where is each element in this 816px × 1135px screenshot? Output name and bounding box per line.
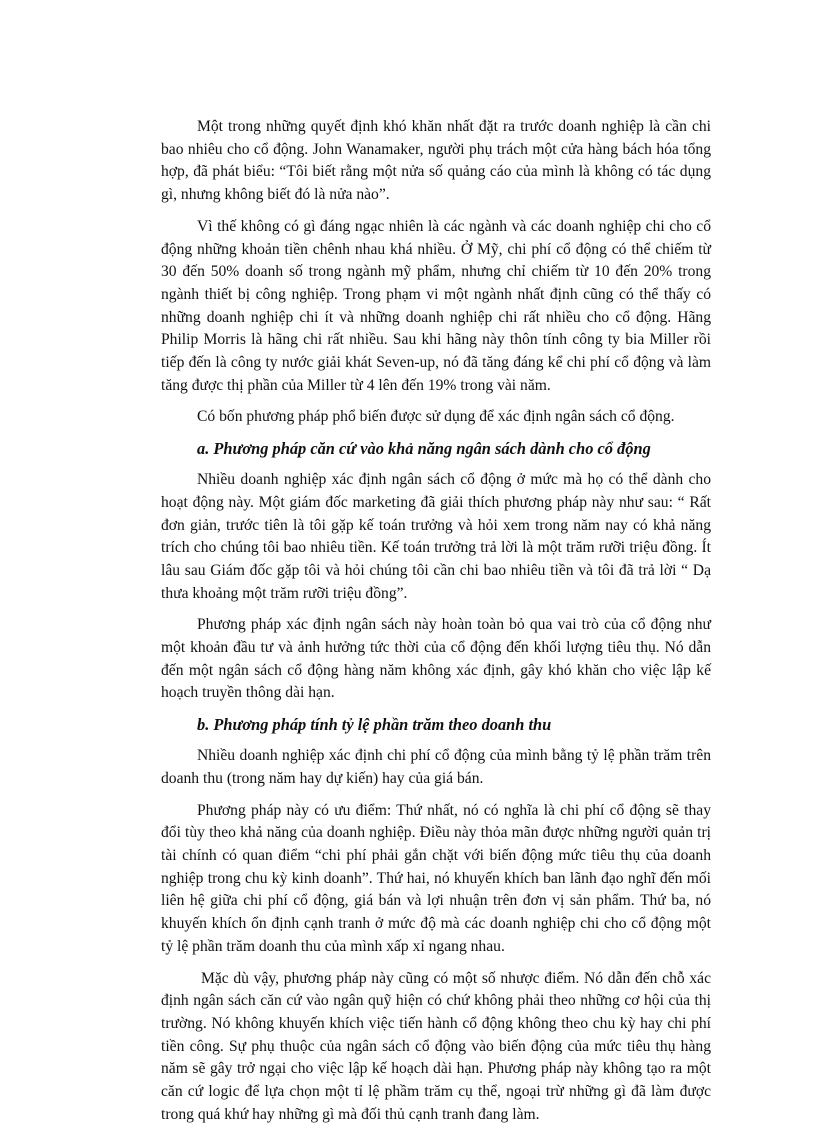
section-b-paragraph-1: Nhiều doanh nghiệp xác định chi phí cổ động của mình bằng tỷ lệ phần trăm trên doanh thu (trong năm hay dự kiến) hay của giá bán. [161,747,711,787]
section-a-paragraph-2: Phương pháp xác định ngân sách này hoàn toàn bỏ qua vai trò của cổ động như một khoản đầu tư và ảnh hưởng tức thời của cổ động đến khối lượng tiêu thụ. Nó dẫn đến một ngân sách cổ động hàng năm không xác định, gây khó khăn cho việc lập kế hoạch truyền thông dài hạn. [161,616,711,702]
section-a-paragraph-1: Nhiều doanh nghiệp xác định ngân sách cổ động ở mức mà họ có thể dành cho hoạt động này. Một giám đốc marketing đã giải thích phương pháp này như sau: “ Rất đơn giản, trước tiên là tôi gặp kế toán trưởng và hỏi xem trong năm nay có khả năng trích cho chúng tôi bao nhiêu tiền. Kế toán trưởng trả lời là một trăm rưỡi triệu đồng. Ít lâu sau Giám đốc gặp tôi và hỏi chúng tôi cần chi bao nhiêu tiền và tôi đã trả lời “ Dạ thưa khoảng một trăm rưỡi triệu đồng”. [161,471,711,602]
document-page [161,116,711,1135]
intro-paragraph-1: Một trong những quyết định khó khăn nhất đặt ra trước doanh nghiệp là cần chi bao nhiêu cho cổ động. John Wanamaker, người phụ trách một cửa hàng bách hóa tổng hợp, đã phát biểu: “Tôi biết rằng một nửa số quảng cáo của mình là không có tác dụng gì, nhưng không biết đó là nửa nào”. [161,118,711,204]
section-b-paragraph-2: Phương pháp này có ưu điểm: Thứ nhất, nó có nghĩa là chi phí cổ động sẽ thay đổi tùy theo khả năng của doanh nghiệp. Điều này thỏa mãn được những người quản trị tài chính có quan điểm “chi phí phải gắn chặt với biến động mức tiêu thụ của doanh nghiệp trong chu kỳ kinh doanh”. Thứ hai, nó khuyến khích ban lãnh đạo nghĩ đến mối liên hệ giữa chi phí cổ động, giá bán và lợi nhuận trên đơn vị sản phẩm. Thứ ba, nó khuyến khích ổn định cạnh tranh ở mức độ mà các doanh nghiệp chi cho cổ động một tỷ lệ phần trăm doanh thu của mình xấp xỉ ngang nhau. [161,801,711,955]
section-a-heading: a. Phương pháp căn cứ vào khả năng ngân sách dành cho cổ động [197,439,651,459]
intro-paragraph-2: Vì thế không có gì đáng ngạc nhiên là các ngành và các doanh nghiệp chi cho cổ động những khoản tiền chênh nhau khá nhiều. Ở Mỹ, chi phí cổ động có thể chiếm từ 30 đến 50% doanh số trong ngành mỹ phẩm, nhưng chỉ chiếm từ 10 đến 20% trong ngành thiết bị công nghiệp. Trong phạm vi một ngành nhất định cũng có thể thấy có những doanh nghiệp chi ít và những doanh nghiệp chi rất nhiều cho cổ động. Hãng Philip Morris là hãng chi rất nhiều. Sau khi hãng này thôn tính công ty bia Miller rồi tiếp đến là công ty nước giải khát Seven-up, nó đã tăng đáng kể chi phí cổ động và làm tăng được thị phần của Miller từ 4 lên đến 19% trong vài năm. [161,217,711,394]
section-b-paragraph-3: Mặc dù vậy, phương pháp này cũng có một số nhược điểm. Nó dẫn đến chỗ xác định ngân sách căn cứ vào ngân quỹ hiện có chứ không phải theo những cơ hội của thị trường. Nó không khuyến khích việc tiến hành cổ động không theo chu kỳ hay chi phí tiền công. Sự phụ thuộc của ngân sách cổ động vào biến động của mức tiêu thụ hàng năm sẽ gây trở ngại cho việc lập kế hoạch dài hạn. Phương pháp này không tạo ra một căn cứ logic để lựa chọn một tỉ lệ phầm trăm cụ thể, ngoại trừ những gì đã làm được trong quá khứ hay những gì mà đối thủ cạnh tranh đang làm. [161,969,711,1123]
intro-paragraph-3: Có bốn phương pháp phổ biến được sử dụng để xác định ngân sách cổ động. [197,408,675,426]
section-b-heading: b. Phương pháp tính tỷ lệ phần trăm theo doanh thu [197,715,552,735]
